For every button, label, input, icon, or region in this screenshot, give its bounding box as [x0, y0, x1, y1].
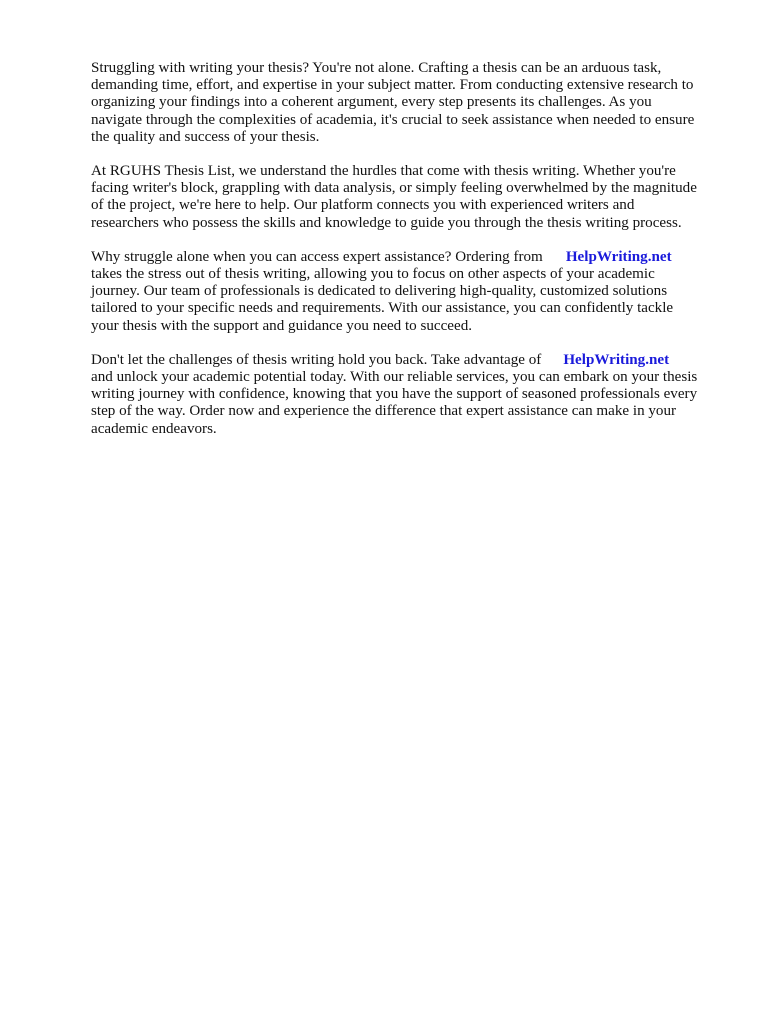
text-line	[91, 249, 721, 266]
paragraph-rguhs	[91, 163, 721, 232]
text-line	[91, 352, 721, 369]
helpwriting-link[interactable]: HelpWriting.net	[563, 351, 670, 368]
text-line: your thesis with the support and guidance you need to succeed.	[91, 317, 473, 334]
helpwriting-link[interactable]: HelpWriting.net	[565, 248, 672, 265]
text-line: navigate through the complexities of academia, it's crucial to seek assistance when needed to ensure	[91, 111, 695, 128]
text-line: tailored to your specific needs and requirements. With our assistance, you can confidently tackle	[91, 300, 674, 317]
text-line: organizing your findings into a coherent argument, every step presents its challenges. As you	[91, 94, 652, 111]
text-line: researchers who possess the skills and knowledge to guide you through the thesis writing process.	[91, 214, 682, 231]
text-line: facing writer's block, grappling with data analysis, or simply feeling overwhelmed by the magnitude	[91, 180, 697, 197]
text-line: journey. Our team of professionals is dedicated to delivering high-quality, customized solutions	[91, 283, 668, 300]
text-line: of the project, we're here to help. Our platform connects you with experienced writers and	[91, 197, 635, 214]
text-line: demanding time, effort, and expertise in your subject matter. From conducting extensive research to	[91, 77, 694, 94]
text-line: and unlock your academic potential today. With our reliable services, you can embark on your thesis	[91, 369, 698, 386]
text-line: takes the stress out of thesis writing, allowing you to focus on other aspects of your academic	[91, 266, 655, 283]
paragraph-ordering	[91, 249, 721, 335]
text-line: step of the way. Order now and experience the difference that expert assistance can make in your	[91, 403, 677, 420]
text-line: academic endeavors.	[91, 420, 217, 437]
document-page	[91, 60, 721, 455]
text-line: writing journey with confidence, knowing that you have the support of seasoned professionals every	[91, 386, 698, 403]
text-segment: Why struggle alone when you can access expert assistance? Ordering from	[91, 248, 543, 265]
text-line: the quality and success of your thesis.	[91, 128, 320, 145]
text-line: Struggling with writing your thesis? You're not alone. Crafting a thesis can be an arduous task,	[91, 60, 662, 76]
paragraph-advantage	[91, 352, 721, 438]
text-line: At RGUHS Thesis List, we understand the hurdles that come with thesis writing. Whether you're	[91, 163, 676, 180]
text-segment: Don't let the challenges of thesis writing hold you back. Take advantage of	[91, 351, 542, 368]
paragraph-intro	[91, 60, 721, 146]
